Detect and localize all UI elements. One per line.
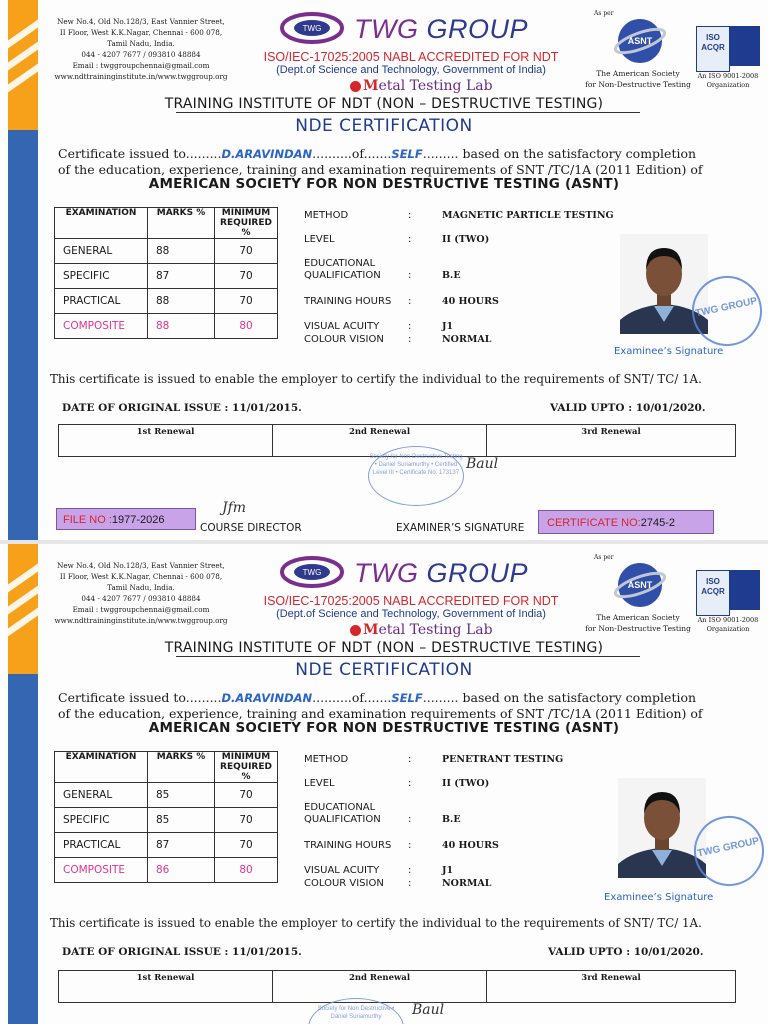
certificate-title: NDE CERTIFICATION bbox=[295, 116, 473, 136]
lab-name: Metal Testing Lab bbox=[350, 78, 493, 94]
iso-badge: ISO ACQR bbox=[696, 26, 730, 72]
examinee-photo bbox=[618, 778, 706, 878]
iso-caption: An ISO 9001-2008 Organization bbox=[697, 616, 759, 633]
institute-title: TRAINING INSTITUTE OF NDT (NON – DESTRUCTIVE TESTING) bbox=[164, 640, 604, 656]
table-row: PRACTICAL 87 70 bbox=[55, 833, 278, 858]
certification-details: METHOD : MAGNETIC PARTICLE TESTING LEVEL : II (TWO) EDUCATIONAL QUALIFICATION : B.E TRAINING HOURS : 40 HOURS VISUAL ACUITY : J1 COLOUR VISION : NORMAL bbox=[304, 210, 614, 345]
iso-star-badge bbox=[730, 570, 760, 610]
renewal-table: 1st Renewal 2nd Renewal 3rd Renewal bbox=[58, 424, 736, 457]
original-issue-date: DATE OF ORIGINAL ISSUE : 11/01/2015. bbox=[62, 402, 302, 414]
marks-table bbox=[54, 207, 278, 339]
table-row: GENERAL 88 70 bbox=[55, 239, 278, 264]
certificate-1: New No.4, Old No.128/3, East Vannier Street, II Floor, West K.K.Nagar, Chennai - 600 078, Tamil Nadu, India. 044 - 4207 7677 / 093810 48884 Email : twggroupchennai@gmail.com www.ndttraininginstitute.in/www.twggroup.org TWG TWG GROUP ISO/IEC-17025:2005 NABL ACCREDITED FOR NDT (Dept.of Science and Technology, Government of India) Metal Testing Lab As per ASNT The American Society for Non-Destructive Testing ISO ACQR An ISO 9001-2008 Organization TRAINING INSTITUTE OF NDT (NON – DESTRUCTIVE TESTING) NDE CERTIFICATION Certificate issued to.........D.ARAVINDAN..........of.......SELF......... based on the satisfactory completion of the education, experience, training and examination requirements of SNT /TC/1A (2011 Edition) of AMERICAN SOCIETY FOR NON DESTRUCTIVE TESTING (ASNT) EXAMINATION MARKS % MINIMUM REQUIRED % GENERAL 88 70 SPECIFIC 87 70 PRACTICAL 88 70 COMPOSITE 88 80 METHOD : MAGNETIC PARTICLE TESTING LEVEL : II (TWO) EDUCATIONAL QUALIFICATION : B.E TRAINING HOURS : 40 HOURS VISUAL ACUITY : J1 COLOUR VISION : NORMAL TWG GROUP Examinee’s Signature This certificate is issued to enable the employer to certify the individual to the requirements of SNT/ TC/ 1A. DATE OF ORIGINAL ISSUE : 11/01/2015. VALID UPTO : 10/01/2020. 1st Renewal 2nd Renewal 3rd Renewal Society for Non Destructive Testing • Daniel Suriamurthy • Certified Level III • Certificate No. 173137 Baul Jfm FILE NO :1977-2026 COURSE DIRECTOR EXAMINER’S SIGNATURE CERTIFICATE NO:2745-2 bbox=[0, 0, 768, 540]
examinee-name: D.ARAVINDAN bbox=[221, 147, 313, 161]
twg-logo-icon bbox=[280, 554, 344, 590]
issued-statement: This certificate is issued to enable the employer to certify the individual to the requirements of SNT/ TC/ 1A. bbox=[50, 916, 702, 930]
original-issue-date: DATE OF ORIGINAL ISSUE : 11/01/2015. bbox=[62, 946, 302, 958]
employer-name: SELF bbox=[391, 147, 423, 161]
asnt-full-name: AMERICAN SOCIETY FOR NON DESTRUCTIVE TESTING (ASNT) bbox=[148, 720, 620, 736]
examiner-signature: Baul bbox=[412, 1002, 445, 1018]
certificate-2: New No.4, Old No.128/3, East Vannier Street, II Floor, West K.K.Nagar, Chennai - 600 078, Tamil Nadu, India. 044 - 4207 7677 / 093810 48884 Email : twggroupchennai@gmail.com www.ndttraininginstitute.in/www.twggroup.org TWG TWG GROUP ISO/IEC-17025:2005 NABL ACCREDITED FOR NDT (Dept.of Science and Technology, Government of India) Metal Testing Lab As per ASNT The American Society for Non-Destructive Testing ISO ACQR An ISO 9001-2008 Organization TRAINING INSTITUTE OF NDT (NON – DESTRUCTIVE TESTING) NDE CERTIFICATION Certificate issued to.........D.ARAVINDAN..........of.......SELF......... based on the satisfactory completion of the education, experience, training and examination requirements of SNT /TC/1A (2011 Edition) of AMERICAN SOCIETY FOR NON DESTRUCTIVE TESTING (ASNT) EXAMINATION MARKS % MINIMUM REQUIRED % GENERAL 85 70 SPECIFIC 85 70 PRACTICAL 87 70 COMPOSITE 86 80 METHOD : PENETRANT TESTING LEVEL : II (TWO) EDUCATIONAL QUALIFICATION : B.E TRAINING HOURS : 40 HOURS VISUAL ACUITY : J1 COLOUR VISION : NORMAL TWG GROUP Examinee’s Signature This certificate is issued to enable the employer to certify the individual to the requirements of SNT/ TC/ 1A. DATE OF ORIGINAL ISSUE : 11/01/2015. VALID UPTO : 10/01/2020. 1st Renewal 2nd Renewal 3rd Renewal Society for Non Destructive • Daniel Suriamurthy Baul bbox=[0, 544, 768, 1024]
table-row: COMPOSITE 86 80 bbox=[55, 858, 278, 883]
table-row: COMPOSITE 88 80 bbox=[55, 314, 278, 339]
lab-name: Metal Testing Lab bbox=[350, 622, 493, 638]
examinee-name: D.ARAVINDAN bbox=[221, 691, 313, 705]
certification-details: METHOD : PENETRANT TESTING LEVEL : II (TWO) EDUCATIONAL QUALIFICATION : B.E TRAINING HOURS : 40 HOURS VISUAL ACUITY : J1 COLOUR VISION : NORMAL bbox=[304, 754, 564, 889]
accreditation-text: ISO/IEC-17025:2005 NABL ACCREDITED FOR NDT bbox=[263, 50, 559, 64]
sidebar-decoration bbox=[8, 0, 38, 540]
examinee-signature-caption: Examinee’s Signature bbox=[604, 892, 714, 903]
method-value: MAGNETIC PARTICLE TESTING bbox=[442, 210, 614, 221]
issued-paragraph: Certificate issued to.........D.ARAVINDAN..........of.......SELF......... based on the satisfactory completion of the education, experience, training and examination requirements of SNT /TC/1A (2011 Edition) of bbox=[58, 146, 703, 177]
iso-caption: An ISO 9001-2008 Organization bbox=[697, 72, 759, 89]
employer-name: SELF bbox=[391, 691, 423, 705]
table-row: SPECIFIC 85 70 bbox=[55, 808, 278, 833]
level3-seal: Society for Non Destructive Testing • Daniel Suriamurthy • Certified Level III • Certificate No. 173137 bbox=[368, 446, 464, 506]
level3-seal: Society for Non Destructive • Daniel Suriamurthy bbox=[308, 998, 404, 1024]
valid-upto-date: VALID UPTO : 10/01/2020. bbox=[548, 946, 704, 958]
table-row: PRACTICAL 88 70 bbox=[55, 289, 278, 314]
course-director-label: COURSE DIRECTOR bbox=[200, 522, 302, 534]
department-text: (Dept.of Science and Technology, Government of India) bbox=[276, 64, 546, 76]
valid-upto-date: VALID UPTO : 10/01/2020. bbox=[550, 402, 706, 414]
twg-logo-icon bbox=[280, 10, 344, 46]
marks-table bbox=[54, 751, 278, 883]
asnt-full-name: AMERICAN SOCIETY FOR NON DESTRUCTIVE TESTING (ASNT) bbox=[148, 176, 620, 192]
address-block: New No.4, Old No.128/3, East Vannier Street, II Floor, West K.K.Nagar, Chennai - 600 078, Tamil Nadu, India. 044 - 4207 7677 / 093810 48884 Email : twggroupchennai@gmail.com www.ndttraininginstitute.in/www.twggroup.org bbox=[54, 17, 228, 81]
method-value: PENETRANT TESTING bbox=[442, 754, 564, 765]
issued-paragraph: Certificate issued to.........D.ARAVINDAN..........of.......SELF......... based on the satisfactory completion of the education, experience, training and examination requirements of SNT /TC/1A (2011 Edition) of bbox=[58, 690, 703, 721]
address-block: New No.4, Old No.128/3, East Vannier Street, II Floor, West K.K.Nagar, Chennai - 600 078, Tamil Nadu, India. 044 - 4207 7677 / 093810 48884 Email : twggroupchennai@gmail.com www.ndttraininginstitute.in/www.twggroup.org bbox=[54, 561, 228, 625]
institute-title: TRAINING INSTITUTE OF NDT (NON – DESTRUCTIVE TESTING) bbox=[164, 96, 604, 112]
svg-text:TWG: TWG bbox=[302, 24, 322, 33]
twg-stamp: TWG GROUP bbox=[685, 269, 768, 352]
svg-text:TWG: TWG bbox=[302, 568, 322, 577]
svg-text:ASNT: ASNT bbox=[627, 580, 653, 590]
examiner-signature: Baul bbox=[466, 456, 499, 472]
table-header-row: EXAMINATION MARKS % MINIMUM REQUIRED % bbox=[55, 208, 278, 239]
issued-statement: This certificate is issued to enable the employer to certify the individual to the requirements of SNT/ TC/ 1A. bbox=[50, 372, 702, 386]
certificate-title: NDE CERTIFICATION bbox=[295, 660, 473, 680]
lab-logo-icon bbox=[350, 625, 361, 636]
asnt-caption: The American Society for Non-Destructive Testing bbox=[585, 613, 691, 633]
certificate-number-box: CERTIFICATE NO:2745-2 bbox=[538, 510, 714, 534]
iso-star-badge bbox=[730, 26, 760, 66]
brand-title: TWG GROUP bbox=[354, 14, 528, 44]
brand-title: TWG GROUP bbox=[354, 558, 528, 588]
twg-stamp: TWG GROUP bbox=[687, 809, 768, 892]
iso-badge: ISO ACQR bbox=[696, 570, 730, 616]
examiner-signature-label: EXAMINER’S SIGNATURE bbox=[396, 522, 525, 534]
asnt-caption: The American Society for Non-Destructive Testing bbox=[585, 69, 691, 89]
renewal-table: 1st Renewal 2nd Renewal 3rd Renewal bbox=[58, 970, 736, 1003]
lab-logo-icon bbox=[350, 81, 361, 92]
sidebar-decoration bbox=[8, 544, 38, 1024]
table-row: SPECIFIC 87 70 bbox=[55, 264, 278, 289]
table-header-row: EXAMINATION MARKS % MINIMUM REQUIRED % bbox=[55, 752, 278, 783]
examinee-signature-caption: Examinee’s Signature bbox=[614, 346, 724, 357]
svg-text:ASNT: ASNT bbox=[627, 36, 653, 46]
asnt-globe-icon bbox=[612, 16, 668, 66]
director-signature: Jfm bbox=[222, 500, 247, 516]
asnt-globe-icon bbox=[612, 560, 668, 610]
file-number-box: FILE NO :1977-2026 bbox=[56, 508, 196, 530]
accreditation-text: ISO/IEC-17025:2005 NABL ACCREDITED FOR NDT bbox=[263, 594, 559, 608]
department-text: (Dept.of Science and Technology, Government of India) bbox=[276, 608, 546, 620]
table-row: GENERAL 85 70 bbox=[55, 783, 278, 808]
